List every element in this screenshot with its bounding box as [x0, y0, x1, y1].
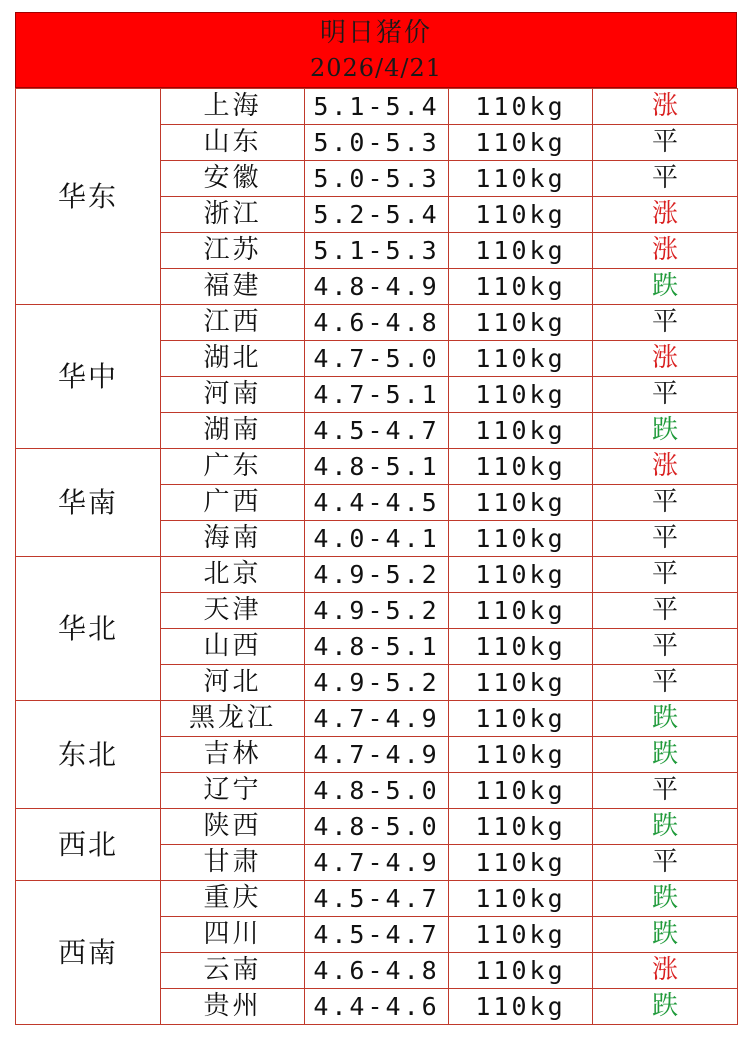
province-cell: 江苏: [161, 233, 305, 269]
weight-cell: 110kg: [449, 269, 593, 305]
weight-cell: 110kg: [449, 413, 593, 449]
weight-cell: 110kg: [449, 161, 593, 197]
weight-cell: 110kg: [449, 917, 593, 953]
province-cell: 云南: [161, 953, 305, 989]
trend-cell: 平: [593, 125, 738, 161]
price-range-cell: 4.8-5.0: [305, 773, 449, 809]
trend-cell: 跌: [593, 809, 738, 845]
price-range-cell: 5.0-5.3: [305, 125, 449, 161]
province-cell: 陕西: [161, 809, 305, 845]
weight-cell: 110kg: [449, 341, 593, 377]
price-range-cell: 4.0-4.1: [305, 521, 449, 557]
province-cell: 辽宁: [161, 773, 305, 809]
table-row: [16, 881, 738, 917]
table-row: [16, 89, 738, 125]
weight-cell: 110kg: [449, 485, 593, 521]
weight-cell: 110kg: [449, 845, 593, 881]
province-cell: 安徽: [161, 161, 305, 197]
table-row: [16, 449, 738, 485]
trend-cell: 涨: [593, 953, 738, 989]
table-row: [16, 701, 738, 737]
trend-cell: 平: [593, 305, 738, 341]
page-title: 明日猪价: [319, 18, 432, 48]
region-cell: 西南: [16, 881, 161, 1025]
province-cell: 北京: [161, 557, 305, 593]
trend-cell: 平: [593, 161, 738, 197]
trend-cell: 涨: [593, 233, 738, 269]
price-range-cell: 4.6-4.8: [305, 953, 449, 989]
weight-cell: 110kg: [449, 665, 593, 701]
province-cell: 湖北: [161, 341, 305, 377]
trend-cell: 跌: [593, 701, 738, 737]
weight-cell: 110kg: [449, 557, 593, 593]
price-range-cell: 5.0-5.3: [305, 161, 449, 197]
region-cell: 华南: [16, 449, 161, 557]
province-cell: 广西: [161, 485, 305, 521]
trend-cell: 涨: [593, 89, 738, 125]
table-row: [16, 557, 738, 593]
price-range-cell: 4.7-4.9: [305, 701, 449, 737]
price-range-cell: 4.5-4.7: [305, 881, 449, 917]
region-cell: 华中: [16, 305, 161, 449]
province-cell: 贵州: [161, 989, 305, 1025]
page-date: 2026/4/21: [309, 54, 443, 82]
price-range-cell: 4.9-5.2: [305, 593, 449, 629]
price-range-cell: 4.8-4.9: [305, 269, 449, 305]
price-range-cell: 4.8-5.1: [305, 629, 449, 665]
trend-cell: 跌: [593, 269, 738, 305]
trend-cell: 跌: [593, 737, 738, 773]
province-cell: 山东: [161, 125, 305, 161]
weight-cell: 110kg: [449, 809, 593, 845]
weight-cell: 110kg: [449, 953, 593, 989]
price-range-cell: 4.7-5.1: [305, 377, 449, 413]
price-range-cell: 4.4-4.5: [305, 485, 449, 521]
price-range-cell: 4.9-5.2: [305, 557, 449, 593]
weight-cell: 110kg: [449, 521, 593, 557]
price-range-cell: 4.4-4.6: [305, 989, 449, 1025]
weight-cell: 110kg: [449, 233, 593, 269]
trend-cell: 涨: [593, 197, 738, 233]
trend-cell: 平: [593, 665, 738, 701]
province-cell: 海南: [161, 521, 305, 557]
price-range-cell: 4.8-5.1: [305, 449, 449, 485]
weight-cell: 110kg: [449, 593, 593, 629]
trend-cell: 平: [593, 773, 738, 809]
weight-cell: 110kg: [449, 737, 593, 773]
price-range-cell: 4.7-5.0: [305, 341, 449, 377]
trend-cell: 跌: [593, 413, 738, 449]
weight-cell: 110kg: [449, 377, 593, 413]
weight-cell: 110kg: [449, 449, 593, 485]
trend-cell: 涨: [593, 341, 738, 377]
province-cell: 黑龙江: [161, 701, 305, 737]
province-cell: 天津: [161, 593, 305, 629]
trend-cell: 跌: [593, 989, 738, 1025]
province-cell: 湖南: [161, 413, 305, 449]
province-cell: 福建: [161, 269, 305, 305]
price-table: [15, 88, 738, 1025]
province-cell: 江西: [161, 305, 305, 341]
header-banner: [15, 12, 737, 88]
weight-cell: 110kg: [449, 305, 593, 341]
province-cell: 浙江: [161, 197, 305, 233]
weight-cell: 110kg: [449, 881, 593, 917]
trend-cell: 平: [593, 485, 738, 521]
weight-cell: 110kg: [449, 773, 593, 809]
region-cell: 华北: [16, 557, 161, 701]
price-range-cell: 5.1-5.3: [305, 233, 449, 269]
province-cell: 河北: [161, 665, 305, 701]
price-range-cell: 4.5-4.7: [305, 917, 449, 953]
region-cell: 华东: [16, 89, 161, 305]
trend-cell: 平: [593, 377, 738, 413]
province-cell: 吉林: [161, 737, 305, 773]
weight-cell: 110kg: [449, 701, 593, 737]
trend-cell: 平: [593, 557, 738, 593]
price-range-cell: 4.7-4.9: [305, 737, 449, 773]
price-range-cell: 5.1-5.4: [305, 89, 449, 125]
province-cell: 广东: [161, 449, 305, 485]
price-range-cell: 4.9-5.2: [305, 665, 449, 701]
weight-cell: 110kg: [449, 989, 593, 1025]
price-range-cell: 4.8-5.0: [305, 809, 449, 845]
trend-cell: 平: [593, 629, 738, 665]
trend-cell: 平: [593, 593, 738, 629]
province-cell: 山西: [161, 629, 305, 665]
weight-cell: 110kg: [449, 89, 593, 125]
trend-cell: 平: [593, 845, 738, 881]
region-cell: 东北: [16, 701, 161, 809]
price-range-cell: 5.2-5.4: [305, 197, 449, 233]
price-sheet: [15, 12, 737, 1025]
trend-cell: 跌: [593, 917, 738, 953]
weight-cell: 110kg: [449, 125, 593, 161]
province-cell: 四川: [161, 917, 305, 953]
weight-cell: 110kg: [449, 197, 593, 233]
province-cell: 甘肃: [161, 845, 305, 881]
province-cell: 上海: [161, 89, 305, 125]
province-cell: 河南: [161, 377, 305, 413]
trend-cell: 涨: [593, 449, 738, 485]
price-range-cell: 4.7-4.9: [305, 845, 449, 881]
price-range-cell: 4.5-4.7: [305, 413, 449, 449]
price-range-cell: 4.6-4.8: [305, 305, 449, 341]
trend-cell: 跌: [593, 881, 738, 917]
province-cell: 重庆: [161, 881, 305, 917]
weight-cell: 110kg: [449, 629, 593, 665]
table-row: [16, 809, 738, 845]
region-cell: 西北: [16, 809, 161, 881]
trend-cell: 平: [593, 521, 738, 557]
table-row: [16, 305, 738, 341]
price-table-body: [16, 89, 738, 1025]
